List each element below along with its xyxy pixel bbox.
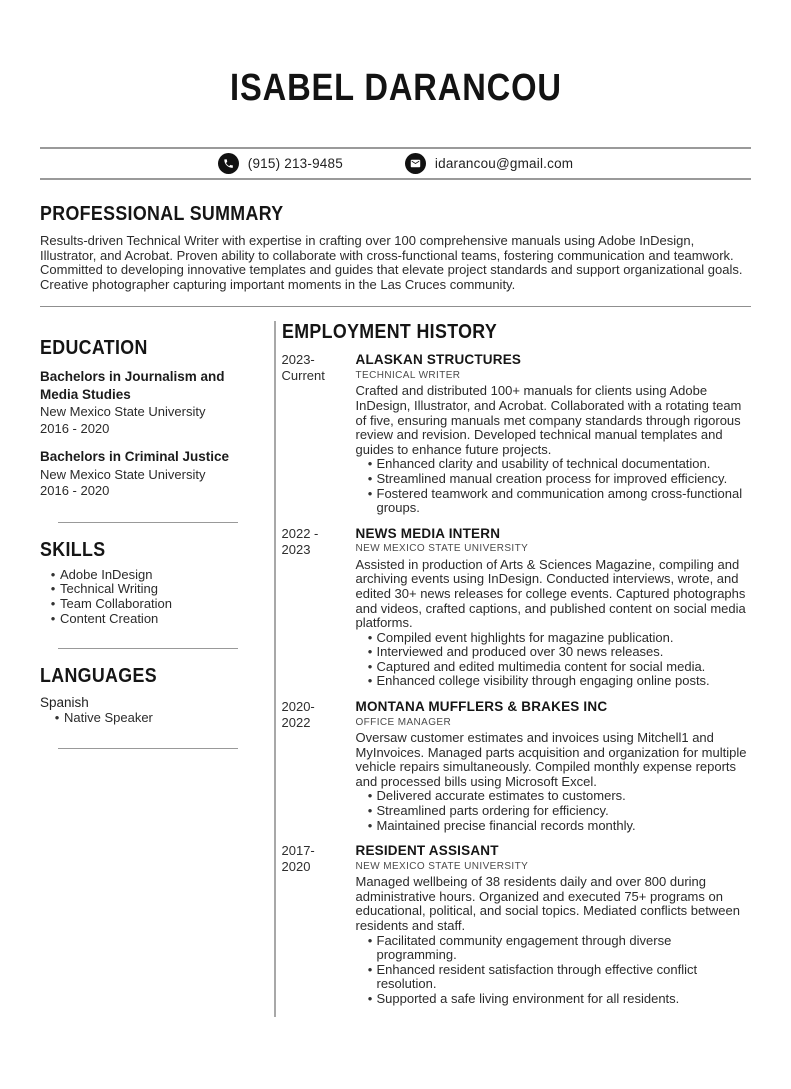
bullet-icon: • bbox=[50, 596, 56, 612]
left-column-divider bbox=[58, 648, 238, 649]
summary-text: Results-driven Technical Writer with expertise in crafting over 100 comprehensive manuals using Adobe InDesign, Illustrator, and Acrobat. Proven ability to collaborate with cross-functional teams, fostering communication and teamwork. Committed to developing innovative templates and guides that elevate project standards and support organizational goals. Creative photographer capturing important moments in the Las Cruces community. bbox=[40, 233, 743, 292]
bullet-icon: • bbox=[367, 470, 373, 486]
candidate-name: ISABEL DARANCOU bbox=[229, 67, 562, 109]
job-bullet: • Enhanced college visibility through engaging online posts. bbox=[356, 674, 752, 689]
job-entry bbox=[282, 699, 752, 833]
education-heading: EDUCATION bbox=[40, 337, 148, 360]
job-bullet: • Interviewed and produced over 30 news releases. bbox=[356, 645, 752, 660]
bullet-icon: • bbox=[367, 673, 373, 689]
job-dates: 2022 - 2023 bbox=[281, 525, 319, 557]
jobs-list bbox=[282, 352, 752, 1006]
skills-section bbox=[40, 539, 252, 626]
languages-section bbox=[40, 665, 252, 726]
job-bullets bbox=[356, 631, 752, 689]
left-column-divider bbox=[58, 522, 238, 523]
bullet-icon: • bbox=[367, 629, 373, 645]
left-column-divider bbox=[58, 748, 238, 749]
resume-page bbox=[0, 66, 791, 1089]
job-bullet: • Delivered accurate estimates to customers. bbox=[356, 789, 752, 804]
languages-heading: LANGUAGES bbox=[40, 665, 157, 688]
job-bullets bbox=[356, 934, 752, 1007]
columns-container bbox=[40, 321, 751, 1016]
job-entry bbox=[282, 843, 752, 1006]
summary-heading: PROFESSIONAL SUMMARY bbox=[40, 203, 284, 225]
skill-item: • Team Collaboration bbox=[40, 597, 252, 612]
job-bullet: • Compiled event highlights for magazine publication. bbox=[356, 631, 752, 646]
job-bullet: • Fostered teamwork and communication among cross-functional groups. bbox=[356, 487, 752, 516]
bullet-icon: • bbox=[367, 990, 373, 1006]
bullet-icon: • bbox=[367, 658, 373, 674]
contact-bar bbox=[40, 147, 751, 180]
job-description: Managed wellbeing of 38 residents daily and over 800 during administrative hours. Organized and executed 75+ programs on educational, political, and social topics. Mediated conflicts between residents and staff. bbox=[355, 874, 740, 933]
education-section bbox=[40, 337, 252, 500]
phone-icon bbox=[218, 153, 239, 174]
email-address: idarancou@gmail.com bbox=[434, 156, 574, 171]
skills-heading: SKILLS bbox=[40, 538, 106, 561]
phone-number: (915) 213-9485 bbox=[247, 156, 343, 171]
bullet-icon: • bbox=[367, 485, 373, 501]
job-title: OFFICE MANAGER bbox=[355, 716, 452, 728]
bullet-icon: • bbox=[54, 710, 60, 726]
skill-item: • Adobe InDesign bbox=[40, 568, 252, 583]
job-body bbox=[356, 526, 752, 689]
job-bullets bbox=[356, 789, 752, 833]
skill-item: • Content Creation bbox=[40, 612, 252, 627]
education-item bbox=[40, 448, 252, 500]
job-title: TECHNICAL WRITER bbox=[355, 369, 461, 381]
school-name: New Mexico State University bbox=[40, 466, 206, 482]
skill-item: • Technical Writing bbox=[40, 582, 252, 597]
education-dates: 2016 - 2020 bbox=[40, 420, 110, 436]
email-contact bbox=[405, 153, 573, 174]
language-level: • Native Speaker bbox=[40, 711, 252, 726]
bullet-icon: • bbox=[50, 581, 56, 597]
job-title: NEW MEXICO STATE UNIVERSITY bbox=[355, 860, 529, 872]
left-column bbox=[40, 321, 252, 1016]
job-bullet: • Maintained precise financial records monthly. bbox=[356, 819, 752, 834]
employment-section bbox=[276, 321, 752, 1016]
job-description: Assisted in production of Arts & Sciences Magazine, compiling and archiving events using InDesign. Conducted interviews, wrote, and edited 30+ news releases for college events. Captured photographs and videos, crafted captions, and published content on social media platforms. bbox=[355, 556, 746, 631]
job-body bbox=[356, 352, 752, 515]
language-name: Spanish bbox=[40, 695, 89, 711]
job-bullet: • Enhanced resident satisfaction through effective conflict resolution. bbox=[356, 963, 752, 992]
job-bullet: • Supported a safe living environment for all residents. bbox=[356, 992, 752, 1007]
bullet-icon: • bbox=[367, 961, 373, 977]
job-dates: 2020- 2022 bbox=[281, 699, 315, 731]
job-description: Oversaw customer estimates and invoices using Mitchell1 and MyInvoices. Managed parts acquisition and organization for multiple vehicle repairs simultaneously. Compiled monthly expense reports and processed bills using Microsoft Excel. bbox=[355, 730, 747, 789]
phone-contact bbox=[218, 153, 343, 174]
job-company: NEWS MEDIA INTERN bbox=[355, 525, 501, 541]
job-title: NEW MEXICO STATE UNIVERSITY bbox=[355, 543, 529, 555]
job-bullet: • Facilitated community engagement through diverse programming. bbox=[356, 934, 752, 963]
bullet-icon: • bbox=[367, 817, 373, 833]
summary-section bbox=[40, 203, 751, 292]
employment-heading: EMPLOYMENT HISTORY bbox=[281, 321, 497, 344]
job-description: Crafted and distributed 100+ manuals for clients using Adobe InDesign, Illustrator, and Acrobat. Collaborated with a rotating team of five, ensuring manuals met company standards through rigorous review and revision. Developed technical manual templates and guides to enhance future projects. bbox=[355, 383, 742, 457]
education-item bbox=[40, 368, 252, 437]
job-bullet: • Streamlined manual creation process for improved efficiency. bbox=[356, 472, 752, 487]
job-dates: 2023- Current bbox=[281, 352, 325, 384]
job-entry bbox=[282, 526, 752, 689]
envelope-icon bbox=[405, 153, 426, 174]
job-company: ALASKAN STRUCTURES bbox=[355, 352, 522, 368]
skills-list bbox=[40, 568, 252, 626]
job-bullet: • Streamlined parts ordering for efficiency. bbox=[356, 804, 752, 819]
page-title bbox=[40, 66, 751, 110]
job-body bbox=[356, 843, 752, 1006]
bullet-icon: • bbox=[50, 566, 56, 582]
job-entry bbox=[282, 352, 752, 515]
education-dates: 2016 - 2020 bbox=[40, 483, 110, 499]
bullet-icon: • bbox=[367, 803, 373, 819]
bullet-icon: • bbox=[367, 456, 373, 472]
job-company: RESIDENT ASSISANT bbox=[355, 843, 499, 859]
degree-title: Bachelors in Criminal Justice bbox=[40, 449, 230, 465]
bullet-icon: • bbox=[50, 610, 56, 626]
job-bullets bbox=[356, 457, 752, 515]
job-bullet: • Captured and edited multimedia content for social media. bbox=[356, 660, 752, 675]
bullet-icon: • bbox=[367, 932, 373, 948]
school-name: New Mexico State University bbox=[40, 404, 206, 420]
bullet-icon: • bbox=[367, 644, 373, 660]
job-bullet: • Enhanced clarity and usability of technical documentation. bbox=[356, 457, 752, 472]
bullet-icon: • bbox=[367, 788, 373, 804]
job-body bbox=[356, 699, 752, 833]
job-dates: 2017- 2020 bbox=[281, 843, 315, 875]
section-divider bbox=[40, 306, 751, 307]
job-company: MONTANA MUFFLERS & BRAKES INC bbox=[355, 699, 608, 715]
degree-title: Bachelors in Journalism and Media Studies bbox=[40, 369, 225, 402]
